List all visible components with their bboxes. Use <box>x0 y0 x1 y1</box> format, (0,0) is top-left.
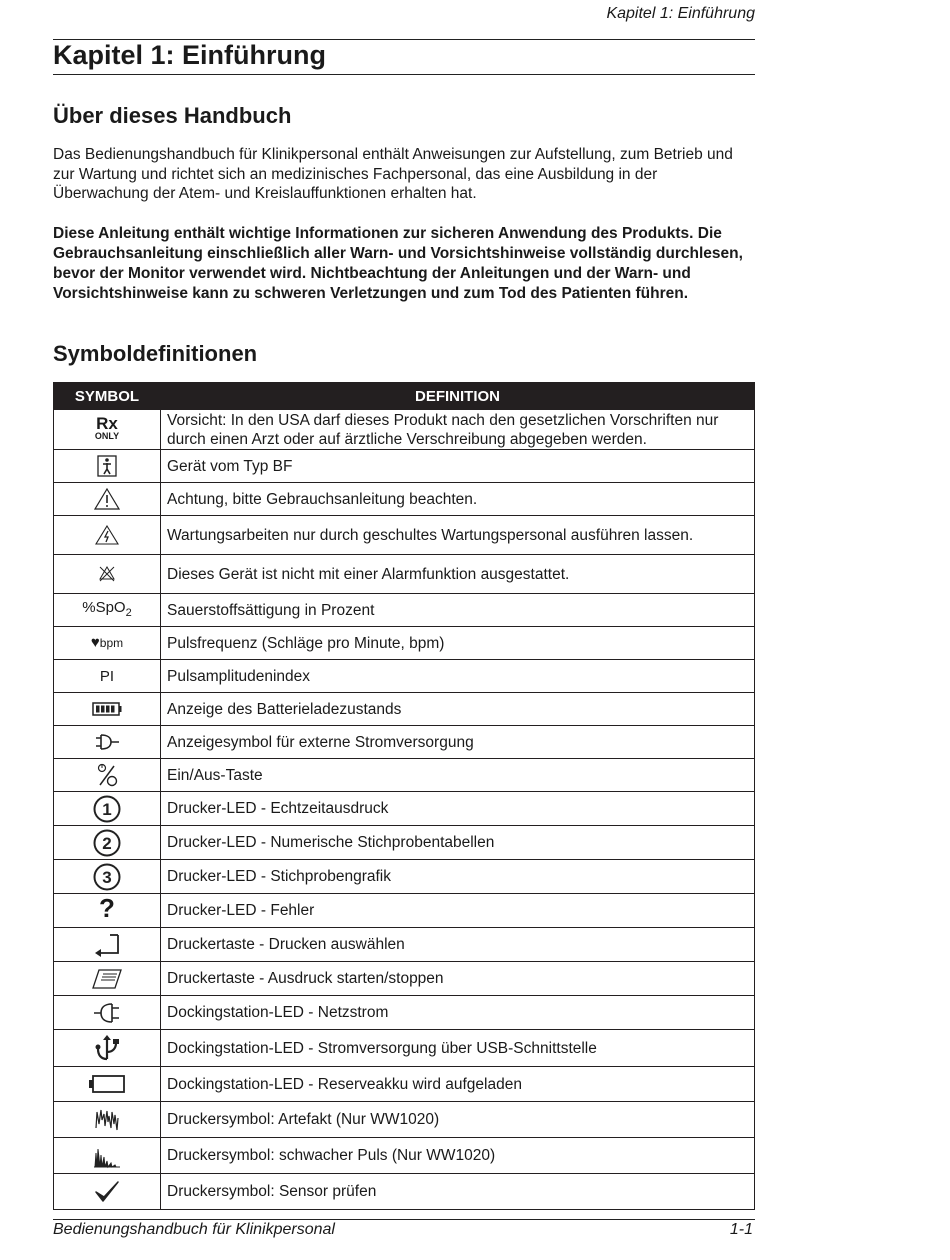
symbol-cell <box>54 1138 161 1174</box>
question-mark-icon: ? <box>99 893 115 923</box>
table-row <box>54 759 755 792</box>
svg-text:2: 2 <box>102 833 112 853</box>
chapter-title: Kapitel 1: Einführung <box>53 40 326 70</box>
power-button-icon <box>96 763 118 787</box>
symbol-cell <box>54 962 161 996</box>
footer-title: Bedienungshandbuch für Klinikpersonal <box>53 1221 335 1238</box>
table-row <box>54 483 755 516</box>
circle-two-icon <box>93 829 121 857</box>
running-header: Kapitel 1: Einführung <box>606 5 755 22</box>
table-row <box>54 660 755 693</box>
alarm-off-icon <box>98 565 116 583</box>
external-power-icon <box>93 733 121 751</box>
definition-cell: Druckertaste - Drucken auswählen <box>161 928 755 962</box>
warning-triangle-icon <box>94 488 120 510</box>
definition-cell: Dockingstation-LED - Stromversorgung über USB-Schnittstelle <box>161 1030 755 1067</box>
definition-cell: Ein/Aus-Taste <box>161 759 755 792</box>
symbol-cell <box>54 410 161 450</box>
definition-cell: Drucker-LED - Echtzeitausdruck <box>161 792 755 826</box>
table-row <box>54 627 755 660</box>
footer-rule <box>53 1219 755 1220</box>
definition-cell: Wartungsarbeiten nur durch geschultes Wartungspersonal ausführen lassen. <box>161 516 755 555</box>
table-row <box>54 410 755 450</box>
table-row <box>54 1030 755 1067</box>
definition-cell: Anzeige des Batterieladezustands <box>161 693 755 726</box>
table-row <box>54 450 755 483</box>
definition-cell: Vorsicht: In den USA darf dieses Produkt nach den gesetzlichen Vorschriften nur durch einen Arzt oder auf ärztliche Verschreibung abgegeben werden. <box>161 410 755 450</box>
symbol-cell <box>54 555 161 594</box>
battery-level-icon <box>92 702 122 716</box>
table-row <box>54 962 755 996</box>
warning-paragraph: Diese Anleitung enthält wichtige Informationen zur sicheren Anwendung des Produkts. Die Gebrauchsanleitung einschließlich aller Warn- und Vorsichtshinweise vollständig durchlesen, bevor der Monitor verwendet wird. Nichtbeachtung der Anleitungen und der Warn- und Vorsichtshinweise kann zu schweren Verletzungen und zum Tod des Patienten führen. <box>53 225 743 302</box>
table-header-row <box>54 383 755 410</box>
heart-bpm-icon: ♥bpm <box>90 634 124 651</box>
page-number: 1-1 <box>729 1221 753 1238</box>
definition-cell: Dockingstation-LED - Netzstrom <box>161 996 755 1030</box>
symbol-cell <box>54 928 161 962</box>
table-row <box>54 555 755 594</box>
table-row <box>54 826 755 860</box>
symbol-cell <box>54 693 161 726</box>
type-bf-icon <box>97 455 117 477</box>
table-row <box>54 928 755 962</box>
chapter-bottom-rule <box>53 74 755 75</box>
definition-cell: Sauerstoffsättigung in Prozent <box>161 594 755 627</box>
pi-icon: PI <box>99 667 115 685</box>
section-title-symbols: Symboldefinitionen <box>53 341 258 366</box>
definition-cell: Druckersymbol: Sensor prüfen <box>161 1174 755 1210</box>
definition-cell: Gerät vom Typ BF <box>161 450 755 483</box>
section-title-about: Über dieses Handbuch <box>53 103 292 128</box>
table-row <box>54 1102 755 1138</box>
symbol-cell <box>54 516 161 555</box>
definition-cell: Drucker-LED - Numerische Stichprobentabellen <box>161 826 755 860</box>
symbol-cell <box>54 1067 161 1102</box>
artifact-waveform-icon <box>94 1106 120 1134</box>
ac-plug-icon <box>92 1002 122 1024</box>
circle-one-icon <box>93 795 121 823</box>
usb-icon <box>93 1034 121 1062</box>
symbol-cell <box>54 1030 161 1067</box>
table-row <box>54 1138 755 1174</box>
table-row <box>54 693 755 726</box>
definition-cell: Dieses Gerät ist nicht mit einer Alarmfunktion ausgestattet. <box>161 555 755 594</box>
symbol-cell <box>54 759 161 792</box>
symbol-cell <box>54 1174 161 1210</box>
symbol-cell <box>54 627 161 660</box>
symbol-cell <box>54 860 161 894</box>
definition-cell: Anzeigesymbol für externe Stromversorgung <box>161 726 755 759</box>
table-row <box>54 726 755 759</box>
svg-text:1: 1 <box>102 799 112 819</box>
symbol-column-header: SYMBOL <box>54 383 161 410</box>
definition-cell: Pulsamplitudenindex <box>161 660 755 693</box>
table-row <box>54 894 755 928</box>
definition-cell: Achtung, bitte Gebrauchsanleitung beachten. <box>161 483 755 516</box>
spo2-icon: %SpO$_2$ <box>82 598 132 619</box>
definition-cell: Drucker-LED - Stichprobengrafik <box>161 860 755 894</box>
weak-pulse-icon <box>92 1143 122 1169</box>
definition-cell: Druckertaste - Ausdruck starten/stoppen <box>161 962 755 996</box>
symbol-table <box>53 382 755 1210</box>
definition-cell: Druckersymbol: schwacher Puls (Nur WW1020) <box>161 1138 755 1174</box>
definition-column-header: DEFINITION <box>161 383 755 410</box>
svg-text:3: 3 <box>102 867 112 887</box>
battery-charging-icon <box>88 1074 126 1094</box>
rx-only-icon: Rx ONLY <box>94 413 120 441</box>
definition-cell: Drucker-LED - Fehler <box>161 894 755 928</box>
table-row <box>54 1067 755 1102</box>
table-row <box>54 516 755 555</box>
table-row <box>54 594 755 627</box>
symbol-cell <box>54 660 161 693</box>
symbol-cell <box>54 1102 161 1138</box>
symbol-cell <box>54 792 161 826</box>
table-row <box>54 792 755 826</box>
definition-cell: Druckersymbol: Artefakt (Nur WW1020) <box>161 1102 755 1138</box>
symbol-cell <box>54 894 161 928</box>
circle-three-icon <box>93 863 121 891</box>
symbol-cell <box>54 594 161 627</box>
table-row <box>54 1174 755 1210</box>
intro-paragraph: Das Bedienungshandbuch für Klinikpersonal enthält Anweisungen zur Aufstellung, zum Betrieb und zur Wartung und richtet sich an medizinisches Fachpersonal, das eine Ausbildung in der Überwachung der Atem- und Kreislauffunktionen erhalten hat. <box>53 146 733 202</box>
print-paper-icon <box>91 968 123 990</box>
symbol-cell <box>54 483 161 516</box>
definition-cell: Dockingstation-LED - Reserveakku wird aufgeladen <box>161 1067 755 1102</box>
check-mark-icon <box>93 1179 121 1205</box>
table-row <box>54 860 755 894</box>
symbol-cell <box>54 726 161 759</box>
table-row <box>54 996 755 1030</box>
symbol-cell <box>54 996 161 1030</box>
symbol-cell <box>54 826 161 860</box>
enter-key-icon <box>92 933 122 957</box>
high-voltage-icon <box>95 525 119 545</box>
symbol-cell <box>54 450 161 483</box>
definition-cell: Pulsfrequenz (Schläge pro Minute, bpm) <box>161 627 755 660</box>
